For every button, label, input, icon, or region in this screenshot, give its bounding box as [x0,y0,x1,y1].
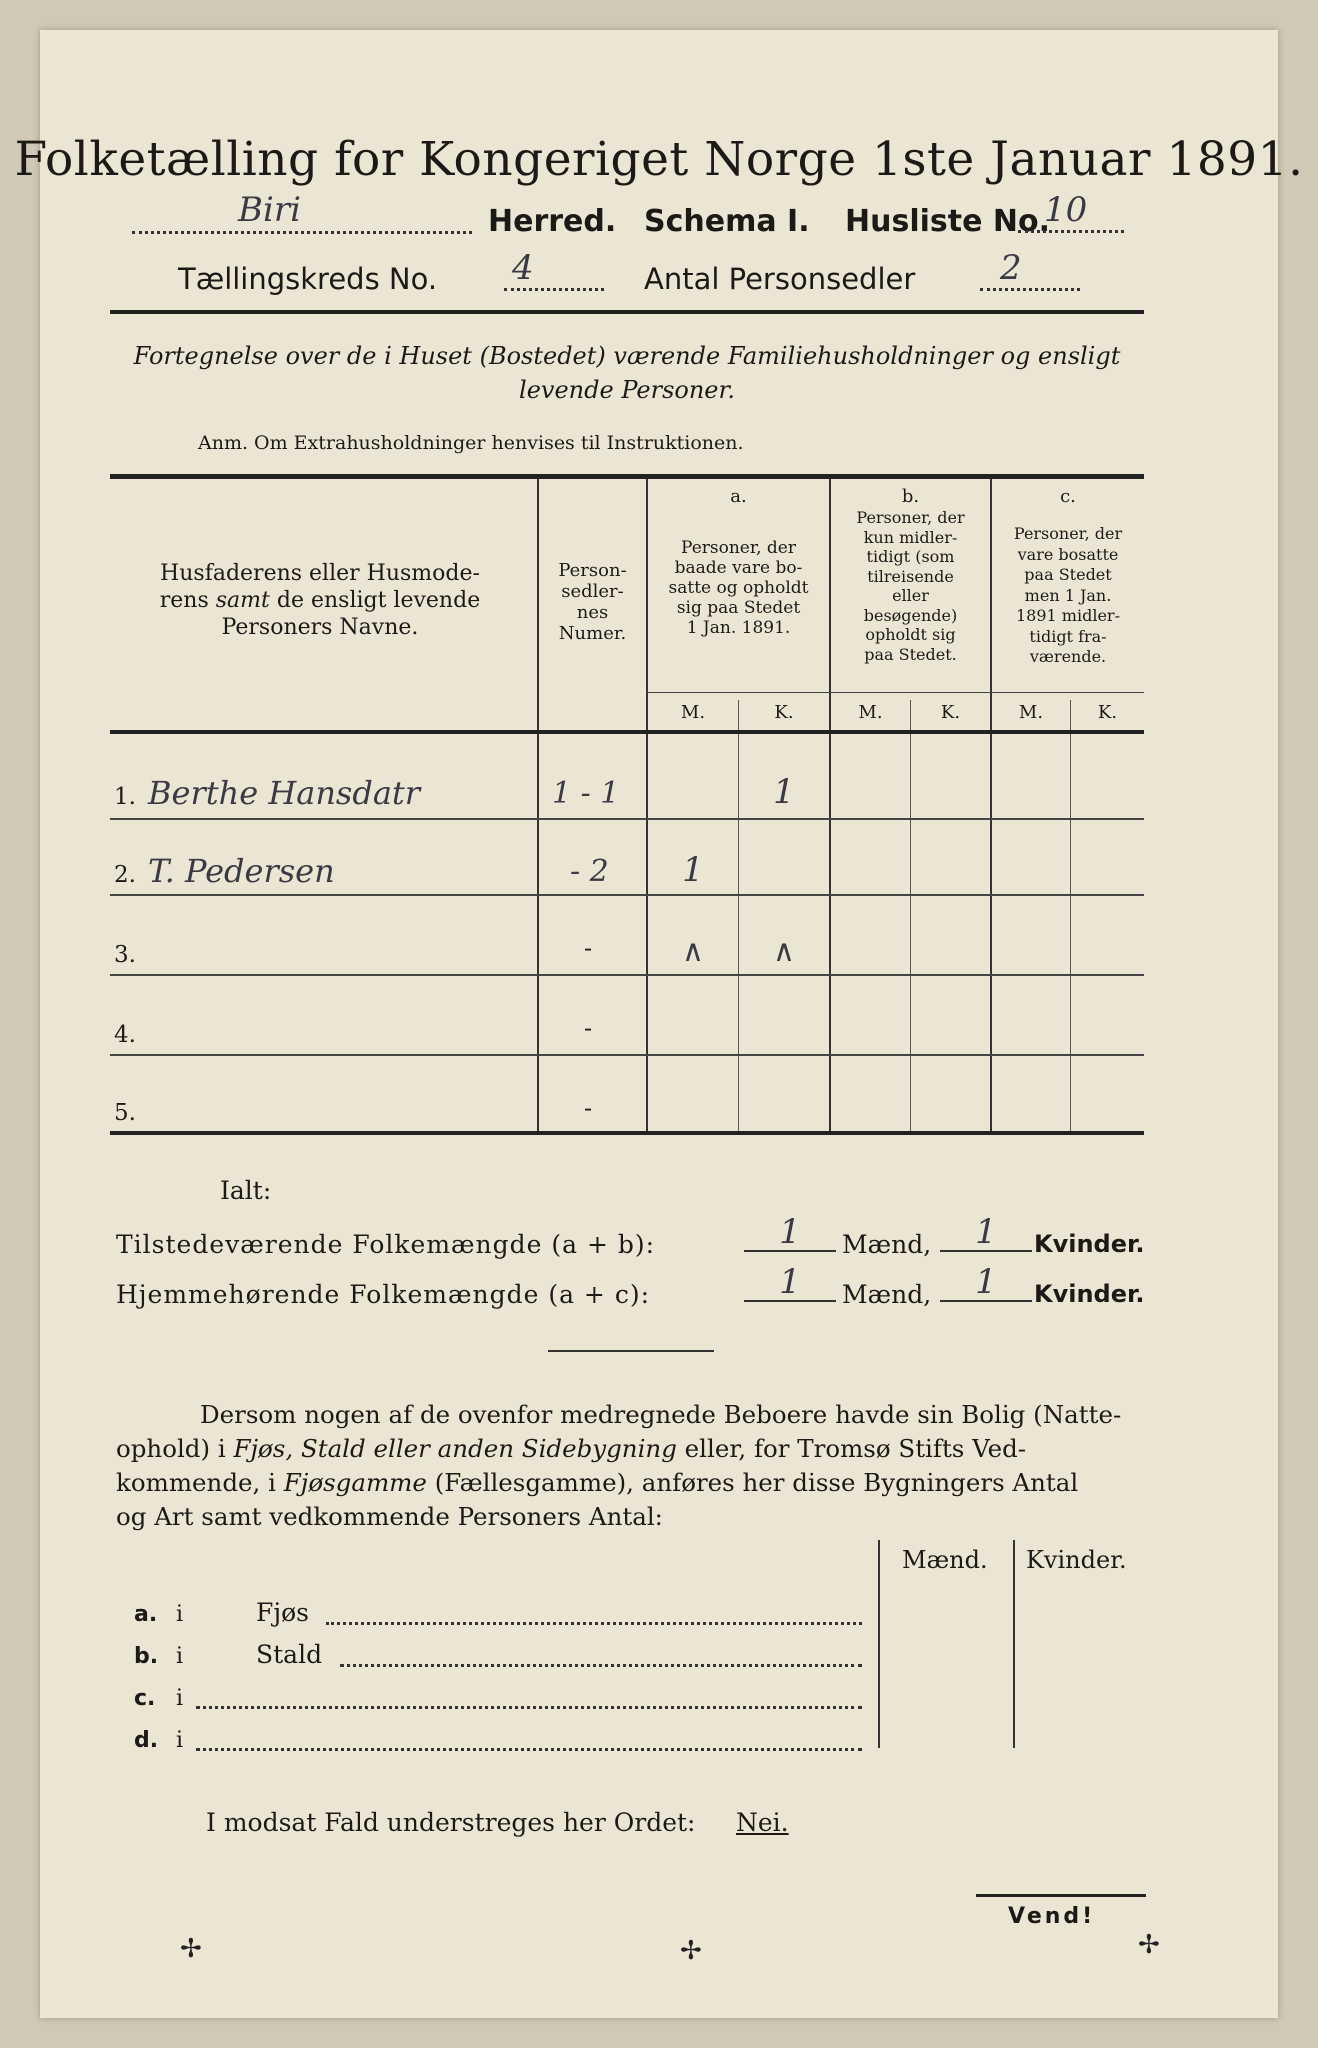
col-names-header [110,560,530,641]
col-c-line: vare bosatte [1017,544,1119,564]
schema-label: Schema I. [644,204,810,239]
kreds-label: Tællingskreds No. [178,262,438,296]
kvinder-label: Kvinder. [1034,1280,1145,1308]
vend-rule [976,1894,1146,1897]
col-b-line: Personer, der [856,508,965,527]
row-numer: - 2 [570,854,609,889]
paragraph-line: ophold) i Fjøs, Stald eller anden Sidebygning eller, for Tromsø Stifts Ved- [116,1434,1027,1463]
antal-value: 2 [1000,248,1022,288]
antal-field [980,268,1080,291]
total-present-kvinder: 1 [975,1212,997,1252]
col-numer-line: Person- [558,560,627,581]
row-name: Berthe Hansdatr [148,774,421,812]
table-header-rule [110,730,1144,734]
total-present-maend: 1 [779,1212,801,1252]
row-numer: - [584,934,593,962]
col-a-m: M. [680,702,706,723]
building-i: i [176,1644,184,1669]
building-name: Fjøs [256,1598,309,1627]
table-top-rule [110,474,1144,479]
building-letter: c. [134,1686,156,1711]
building-letter: d. [134,1728,159,1753]
antal-label: Antal Personsedler [644,262,916,296]
row-rule [110,818,1144,820]
col-c-line: tidigt fra- [1029,626,1107,646]
ialt-label: Ialt: [220,1176,272,1205]
header-rule [110,310,1144,314]
binding-mark-icon: ✢ [180,1934,202,1964]
building-letter: b. [134,1644,159,1669]
row-numer: 1 - 1 [552,776,620,811]
dwelling-paragraph [116,1398,1146,1534]
col-c-k: K. [1097,702,1118,723]
col-numer-line: sedler- [561,581,624,602]
col-b-line: tidigt (som [866,547,955,566]
col-b-letter: b. [901,486,920,507]
col-a-header [648,538,829,638]
building-dots [196,1736,862,1751]
building-i: i [176,1602,184,1627]
col-c-m: M. [1018,702,1044,723]
mk-divider [738,700,739,1134]
col-c-line: paa Stedet [1024,565,1112,584]
col-b-m: M. [858,702,883,723]
mk-rule [646,692,1144,693]
table-bottom-rule [110,1131,1144,1135]
col-b-k: K. [940,702,961,723]
husliste-value: 10 [1044,190,1088,230]
census-form-page [40,30,1278,2018]
building-i: i [176,1728,184,1753]
row-a-m: ∧ [682,934,704,969]
total-home-label: Hjemmehørende Folkemængde (a + c): [116,1280,650,1309]
building-letter: a. [134,1602,158,1627]
maend-label: Mænd, [842,1280,932,1309]
col-b-line: opholdt sig [865,625,956,644]
col-numer-line: nes [576,602,609,623]
total-home-maend: 1 [779,1262,801,1302]
col-numer-line: Numer. [558,623,627,644]
kreds-value: 4 [512,248,534,288]
husliste-label: Husliste No. [845,204,1050,239]
col-a-line: 1 Jan. 1891. [686,618,791,638]
col-b-line: besøgende) [863,605,958,625]
row-number: 2. [114,862,136,888]
col-c-line: Personer, der [1013,524,1123,543]
col-b-line: kun midler- [863,527,958,547]
col-a-letter: a. [730,486,747,507]
col-b-header [831,508,990,664]
col-names-line: Husfaderens eller Husmode- [160,561,480,586]
col-a-line: baade vare bo- [674,558,803,578]
herred-value: Biri [238,190,301,230]
row-a-m: 1 [682,850,704,890]
row-numer: - [584,1014,593,1042]
row-numer: - [584,1094,593,1122]
col-names-line: Personers Navne. [221,615,419,640]
col-names-line: rens samt de ensligt levende [159,588,481,613]
col-b-line: tilreisende [867,566,954,586]
paragraph-line: og Art samt vedkommende Personers Antal: [116,1502,663,1531]
anm-note: Anm. Om Extrahusholdninger henvises til Instruktionen. [198,432,744,454]
buildings-kvinder-head: Kvinder. [1026,1546,1127,1574]
row-rule [110,974,1144,976]
mk-divider [910,700,911,1134]
vend-label: Vend! [1008,1904,1096,1929]
subtitle-line2: levende Personer. [519,376,735,404]
building-dots [326,1610,862,1625]
total-home-kvinder: 1 [975,1262,997,1302]
col-a-k: K. [774,702,794,723]
col-c-letter: c. [1060,486,1076,507]
col-a-line: sig paa Stedet [676,598,801,618]
row-number: 4. [114,1022,136,1048]
building-dots [196,1694,862,1709]
herred-label: Herred. [488,204,617,239]
row-rule [110,1054,1144,1056]
row-rule [110,894,1144,896]
nei-word: Nei. [736,1808,789,1837]
col-a-line: Personer, der [681,538,796,558]
col-c-line: værende. [1029,647,1107,666]
herred-field [132,205,472,234]
building-dots [340,1652,862,1667]
buildings-vline [1013,1540,1015,1748]
paragraph-line: Dersom nogen af de ovenfor medregnede Beboere havde sin Bolig (Natte- [200,1400,1122,1429]
row-number: 1. [114,784,136,810]
col-numer-header [539,560,646,644]
form-title: Folketælling for Kongeriget Norge 1ste Januar 1891. [14,132,1304,187]
row-name: T. Pedersen [148,852,335,890]
col-c-line: men 1 Jan. [1024,585,1112,605]
mk-divider [1070,700,1071,1134]
col-b-line: paa Stedet. [864,644,957,664]
binding-mark-icon: ✢ [1138,1930,1160,1960]
buildings-maend-head: Mænd. [902,1546,988,1574]
binding-mark-icon: ✢ [680,1936,702,1966]
row-number: 5. [114,1100,136,1126]
col-b-line: eller [892,586,929,605]
buildings-vline [878,1540,880,1748]
separator-rule [548,1350,714,1352]
building-name: Stald [256,1640,323,1669]
subtitle-line1: Fortegnelse over de i Huset (Bostedet) værende Familiehusholdninger og ensligt [133,342,1121,370]
row-a-k: 1 [773,772,795,812]
maend-label: Mænd, [842,1230,932,1259]
col-c-header [992,524,1144,668]
total-present-label: Tilstedeværende Folkemængde (a + b): [116,1230,656,1259]
kvinder-label: Kvinder. [1034,1230,1145,1258]
paragraph-line: kommende, i Fjøsgamme (Fællesgamme), anføres her disse Bygningers Antal [116,1468,1079,1497]
row-a-k: ∧ [773,934,795,969]
building-i: i [176,1686,184,1711]
col-c-line: 1891 midler- [1016,606,1120,625]
col-a-line: satte og opholdt [668,578,809,598]
row-number: 3. [114,942,136,968]
modsat-label: I modsat Fald understreges her Ordet: [206,1808,696,1837]
